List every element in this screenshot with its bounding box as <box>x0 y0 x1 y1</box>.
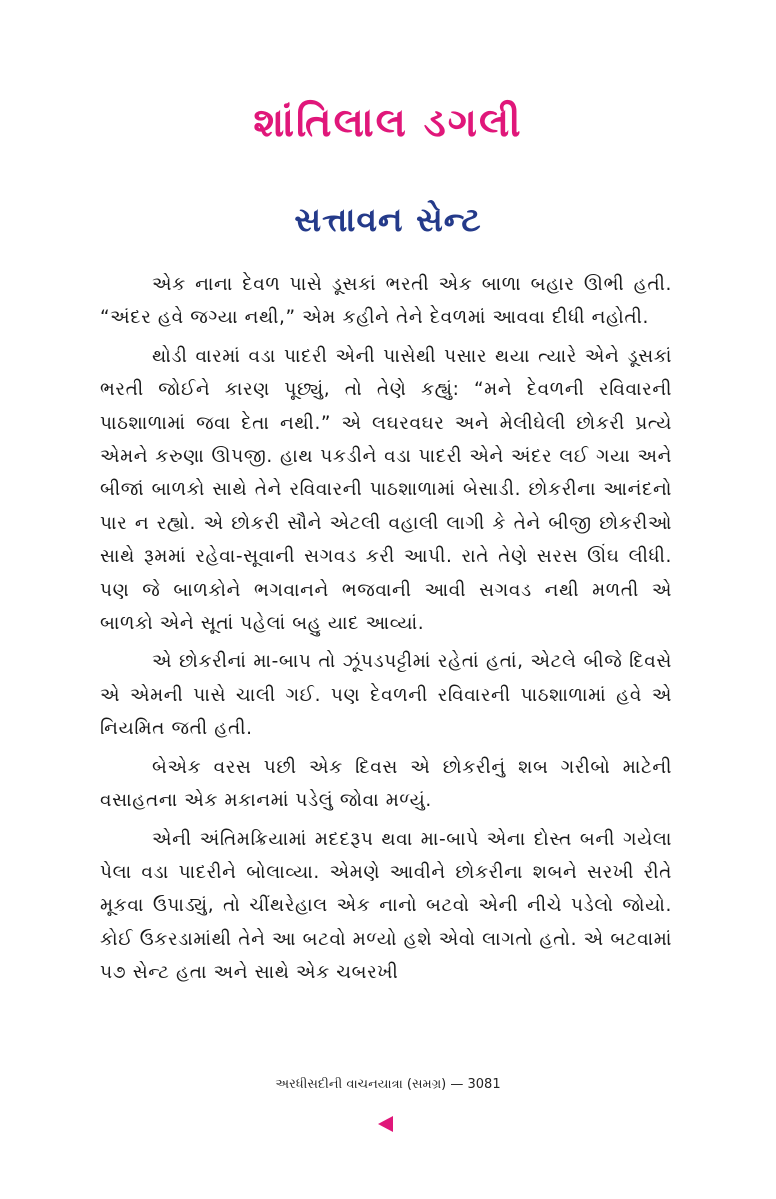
page-footer: અરધીસદીની વાચનયાત્રા (સમગ્ર) — 3081 <box>275 1077 501 1092</box>
prev-page-arrow-icon[interactable] <box>378 1116 393 1132</box>
author-name: શાંતિલાલ ડગલી <box>253 100 523 146</box>
paragraph: એની અંતિમક્રિયામાં મદદરૂપ થવા મા-બાપે એના દોસ્ત બની ગયેલા પેલા વડા પાદરીને બોલાવ્યા. એમણે આવીને છોકરીના શબને સરખી રીતે મૂકવા ઉપાડ્યું, તો ચીંથરેહાલ એક નાનો બટવો એની નીચે પડેલો જોયો. કોઈ ઉકરડામાંથી તેને આ બટવો મળ્યો હશે એવો લાગતો હતો. એ બટવામાં ૫૭ સેન્ટ હતા અને સાથે એક ચબરખી <box>100 828 672 984</box>
paragraph: બેએક વરસ પછી એક દિવસ એ છોકરીનું શબ ગરીબો માટેની વસાહતના એક મકાનમાં પડેલું જોવા મળ્યું. <box>100 756 672 812</box>
paragraph: એ છોકરીનાં મા-બાપ તો ઝૂંપડપટ્ટીમાં રહેતાં હતાં, એટલે બીજે દિવસે એ એમની પાસે ચાલી ગઈ. પણ દેવળની રવિવારની પાઠશાળામાં હવે એ નિયમિત જતી હતી. <box>100 651 672 740</box>
story-title: સત્તાવન સેન્ટ <box>294 200 482 239</box>
paragraph: થોડી વારમાં વડા પાદરી એની પાસેથી પસાર થયા ત્યારે એને ડૂસકાં ભરતી જોઈને કારણ પૂછ્યું, તો તેણે કહ્યું: “મને દેવળની રવિવારની પાઠશાળામાં જવા દેતા નથી.” એ લઘરવઘર અને મેલીઘેલી છોકરી પ્રત્યે એમને કરુણા ઊપજી. હાથ પકડીને વડા પાદરી એને અંદર લઈ ગયા અને બીજાં બાળકો સાથે તેને રવિવારની પાઠશાળામાં બેસાડી. છોકરીના આનંદનો પાર ન રહ્યો. એ છોકરી સૌને એટલી વહાલી લાગી કે તેને બીજી છોકરીઓ સાથે રૂમમાં રહેવા-સૂવાની સગવડ કરી આપી. રાતે તેણે સરસ ઊંઘ લીધી. પણ જે બાળકોને ભગવાનને ભજવાની આવી સગવડ નથી મળતી એ બાળકો એને સૂતાં પહેલાં બહુ યાદ આવ્યાં. <box>100 345 672 635</box>
paragraph: એક નાના દેવળ પાસે ડૂસકાં ભરતી એક બાળા બહાર ઊભી હતી. “અંદર હવે જગ્યા નથી,” એમ કહીને તેને દેવળમાં આવવા દીધી નહોતી. <box>100 274 672 329</box>
story-body <box>100 268 672 995</box>
